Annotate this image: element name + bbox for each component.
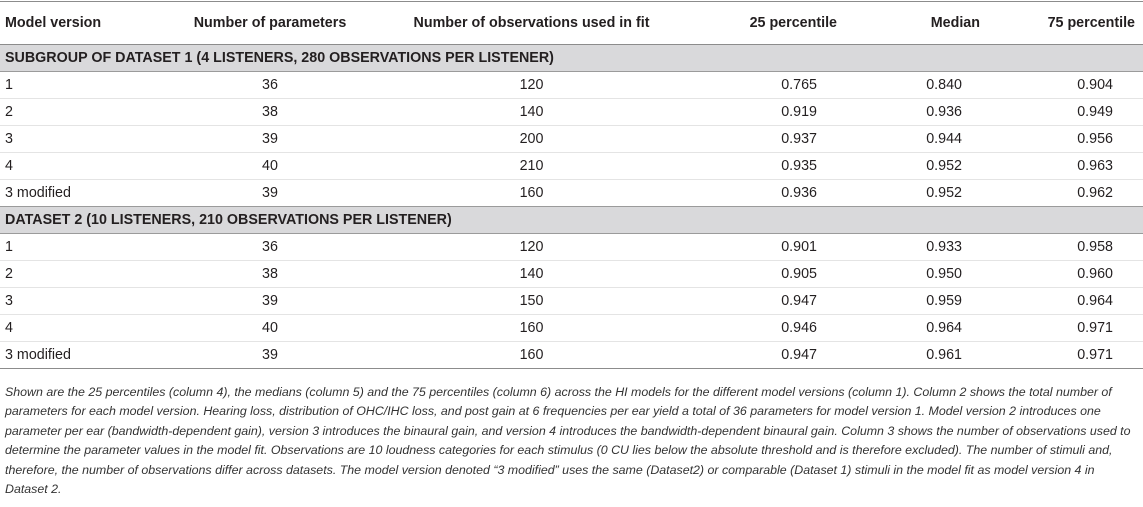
cell-model-version: 3: [0, 126, 170, 153]
cell-percentile-75: 0.964: [1002, 288, 1143, 315]
section-title: DATASET 2 (10 LISTENERS, 210 OBSERVATIONS PER LISTENER): [0, 207, 1143, 234]
cell-model-version: 4: [0, 315, 170, 342]
table-row: [0, 342, 1143, 369]
cell-percentile-75: 0.963: [1002, 153, 1143, 180]
cell-percentile-25: 0.935: [693, 153, 861, 180]
table-row: [0, 288, 1143, 315]
cell-percentile-75: 0.971: [1002, 342, 1143, 369]
cell-number-of-observations: 140: [370, 99, 693, 126]
cell-percentile-25: 0.919: [693, 99, 861, 126]
cell-number-of-observations: 120: [519, 239, 544, 255]
cell-median: 0.959: [861, 288, 1002, 315]
cell-number-of-observations: 160: [370, 342, 693, 369]
cell-model-version: 4: [0, 153, 170, 180]
cell-percentile-75: 0.960: [1002, 261, 1143, 288]
cell-number-of-parameters: 38: [170, 99, 370, 126]
results-table: [0, 1, 1143, 369]
cell-number-of-observations: 120: [519, 77, 544, 93]
cell-median: 0.961: [861, 342, 1002, 369]
cell-number-of-observations: 140: [370, 261, 693, 288]
cell-number-of-parameters: 39: [170, 126, 370, 153]
cell-median: 0.952: [861, 180, 1002, 207]
cell-number-of-observations: 150: [370, 288, 693, 315]
table-row: [0, 261, 1143, 288]
cell-percentile-25: 0.947: [693, 342, 861, 369]
cell-percentile-25: 0.901: [781, 239, 817, 255]
header-model-version: Model version: [0, 2, 170, 45]
table-row: [0, 153, 1143, 180]
cell-percentile-25: 0.946: [693, 315, 861, 342]
cell-median: 0.964: [861, 315, 1002, 342]
header-median: Median: [861, 2, 1002, 45]
table-body: [0, 45, 1143, 369]
cell-percentile-75: 0.971: [1002, 315, 1143, 342]
cell-percentile-75: 0.956: [1002, 126, 1143, 153]
table-row: [0, 99, 1143, 126]
table-row: [0, 234, 1143, 261]
table-caption: Shown are the 25 percentiles (column 4), the medians (column 5) and the 75 percentiles (column 6) across the HI models for the different model versions (column 1). Column 2 shows the total number of parameters for each model version. Hearing loss, distribution of OHC/IHC loss, and post gain at 6 frequencies per ear yield a total of 36 parameters for model version 1. Model version 2 introduces one parameter per ear (bandwidth-dependent gain), version 3 introduces the binaural gain, and version 4 introduces the bandwidth-dependent binaural gain. Column 3 shows the number of observations used to determine the parameter values in the model fit. Observations are 10 loudness categories for each stimulus (0 CU lies below the absolute threshold and is therefore excluded). The number of stimuli and, therefore, the number of observations differ across datasets. The model version denoted “3 modified” uses the same (Dataset2) or comparable (Dataset 1) stimuli in the model fit as model version 4 in Dataset 2.: [5, 385, 1131, 497]
cell-median: 0.840: [926, 77, 962, 93]
cell-percentile-25: 0.765: [781, 77, 817, 93]
cell-model-version: 3 modified: [0, 180, 170, 207]
table-row: [0, 126, 1143, 153]
header-25-percentile: 25 percentile: [693, 2, 861, 45]
cell-number-of-parameters: 36: [262, 77, 278, 93]
section-title: SUBGROUP OF DATASET 1 (4 LISTENERS, 280 OBSERVATIONS PER LISTENER): [0, 45, 1143, 72]
cell-model-version: 3: [0, 288, 170, 315]
cell-median: 0.950: [861, 261, 1002, 288]
cell-median: 0.944: [861, 126, 1002, 153]
cell-number-of-observations: 210: [370, 153, 693, 180]
table-row: [0, 315, 1143, 342]
cell-median: 0.936: [861, 99, 1002, 126]
header-number-of-parameters: Number of parameters: [170, 2, 370, 45]
header-75-percentile: 75 percentile: [1002, 2, 1143, 45]
cell-model-version: 1: [5, 239, 13, 255]
cell-number-of-observations: 200: [370, 126, 693, 153]
header-number-of-observations: Number of observations used in fit: [370, 2, 693, 45]
cell-percentile-25: 0.936: [693, 180, 861, 207]
cell-percentile-75: 0.949: [1002, 99, 1143, 126]
cell-number-of-parameters: 40: [170, 153, 370, 180]
cell-median: 0.933: [926, 239, 962, 255]
cell-percentile-75: 0.904: [1077, 77, 1113, 93]
cell-number-of-parameters: 39: [170, 342, 370, 369]
table-row: [0, 180, 1143, 207]
cell-model-version: 1: [5, 77, 13, 93]
cell-model-version: 2: [0, 99, 170, 126]
section-header-row: [0, 45, 1143, 72]
table-row: [0, 72, 1143, 99]
cell-percentile-75: 0.962: [1002, 180, 1143, 207]
cell-number-of-parameters: 38: [170, 261, 370, 288]
cell-model-version: 3 modified: [0, 342, 170, 369]
cell-number-of-parameters: 39: [170, 288, 370, 315]
cell-model-version: 2: [0, 261, 170, 288]
cell-number-of-parameters: 36: [262, 239, 278, 255]
cell-percentile-25: 0.937: [693, 126, 861, 153]
section-header-row: [0, 207, 1143, 234]
cell-percentile-75: 0.958: [1077, 239, 1113, 255]
cell-number-of-parameters: 40: [170, 315, 370, 342]
cell-number-of-observations: 160: [370, 180, 693, 207]
cell-number-of-parameters: 39: [170, 180, 370, 207]
cell-median: 0.952: [861, 153, 1002, 180]
header-row: [0, 2, 1143, 45]
cell-percentile-25: 0.947: [693, 288, 861, 315]
cell-number-of-observations: 160: [370, 315, 693, 342]
cell-percentile-25: 0.905: [693, 261, 861, 288]
